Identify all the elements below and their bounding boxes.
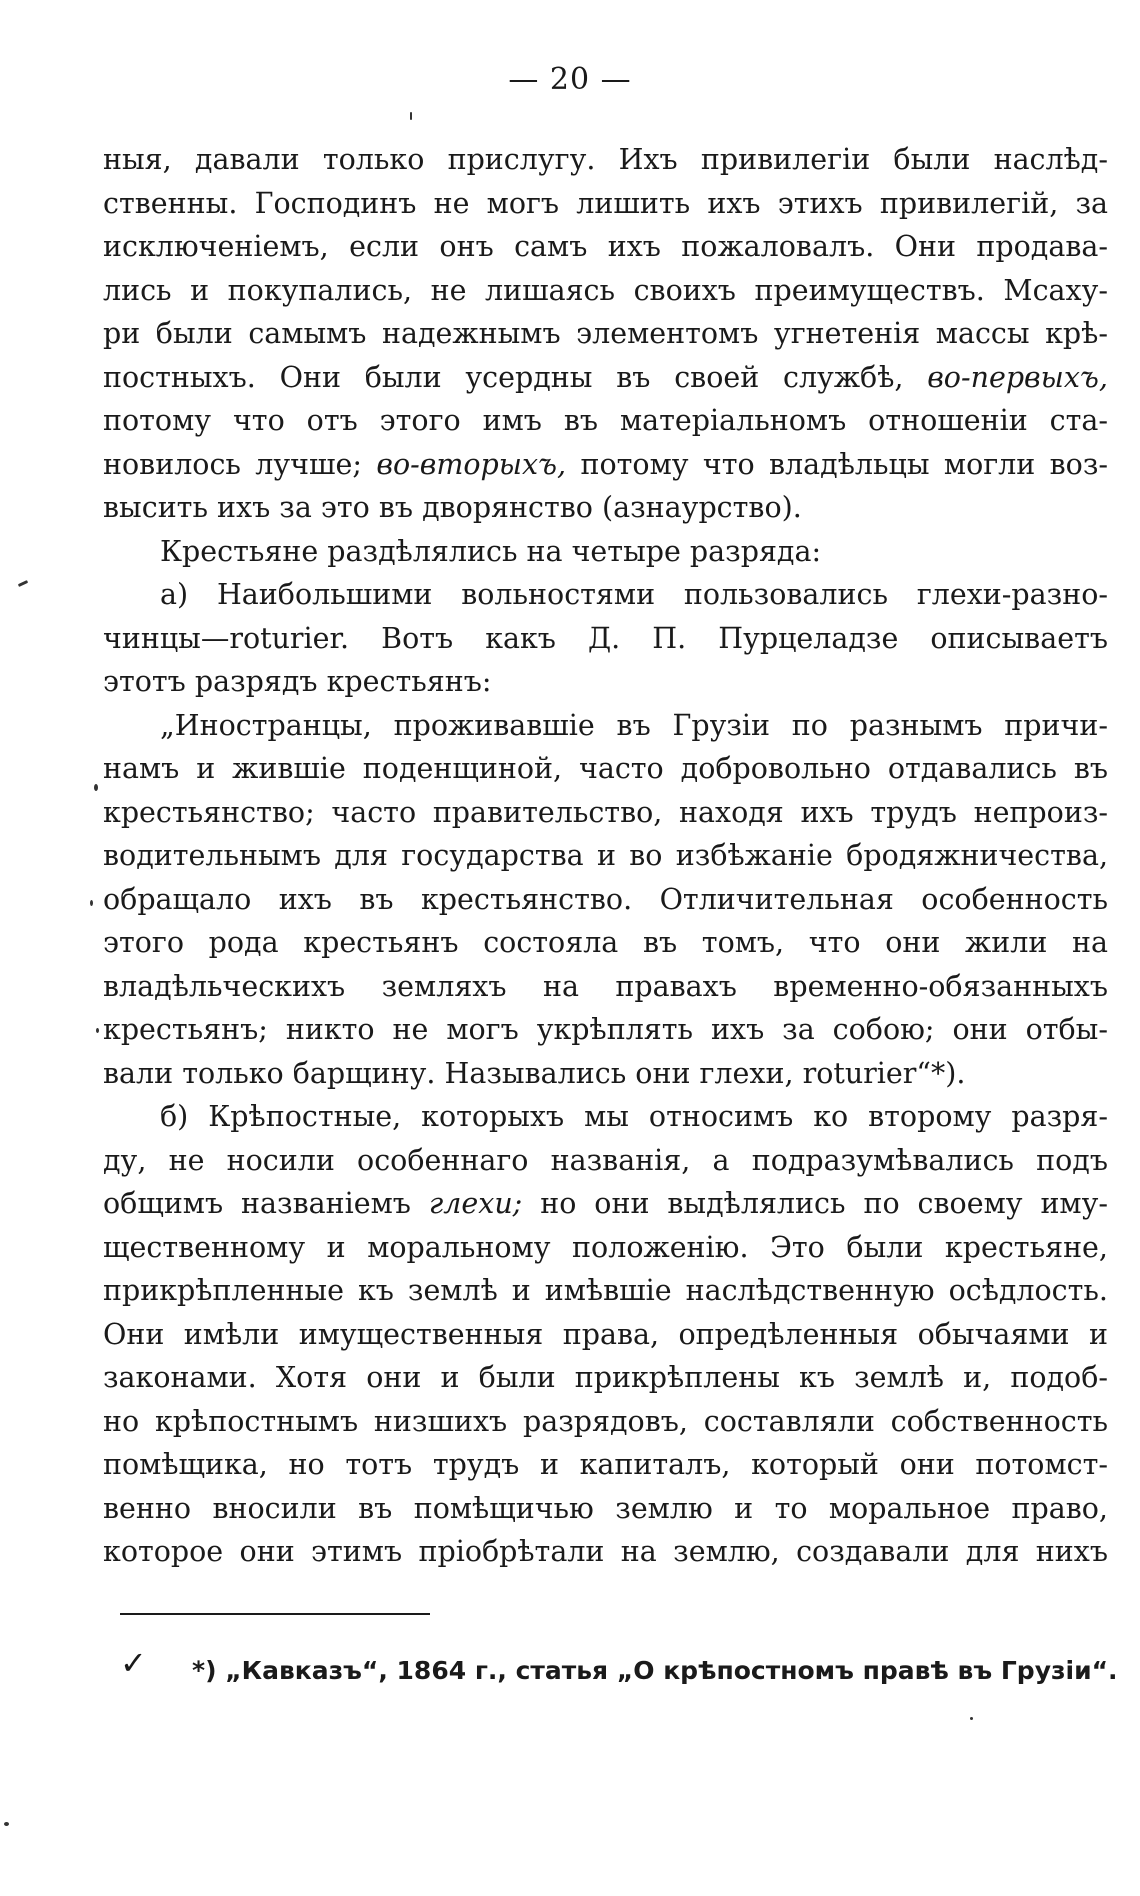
ink-speck: [410, 112, 412, 120]
text-line: щественному и моральному положенію. Это были крестьяне,: [103, 1230, 1108, 1264]
text-line: ду, не носили особеннаго названія, а подразумѣвались подъ: [103, 1143, 1108, 1177]
text-line: помѣщика, но тотъ трудъ и капиталъ, который они потомст-: [103, 1448, 1108, 1481]
text-line: Они имѣли имущественныя права, опредѣленныя обычаями и: [103, 1317, 1108, 1351]
text-line: высить ихъ за это въ дворянство (азнаурство).: [103, 491, 802, 524]
text-line: чинцы—roturier. Вотъ какъ Д. П. Пурцеладзе описываетъ: [103, 621, 1108, 655]
footnote: *) „Кавказъ“, 1864 г., статья „О крѣпостномъ правѣ въ Грузіи“.: [192, 1656, 1118, 1685]
text-line: постныхъ. Они были усердны въ своей службѣ, во-первыхъ,: [103, 360, 1108, 394]
text-line: „Иностранцы, проживавшіе въ Грузіи по разнымъ причи-: [160, 708, 1108, 742]
text-line: венно вносили въ помѣщичью землю и то моральное право,: [103, 1491, 1108, 1525]
body-text: [103, 138, 1108, 1574]
text-line: законами. Хотя они и были прикрѣплены къ землѣ и, подоб-: [103, 1361, 1108, 1394]
ink-speck: [18, 580, 28, 587]
text-line: крестьянство; часто правительство, находя ихъ трудъ непроиз-: [103, 795, 1108, 829]
text-line: а) Наибольшими вольностями пользовались глехи-разно-: [160, 578, 1108, 611]
ink-speck: [4, 1822, 9, 1826]
check-mark-icon: ✓: [120, 1644, 147, 1682]
text-line: водительнымъ для государства и во избѣжаніе бродяжничества,: [103, 839, 1108, 872]
text-line: этого рода крестьянъ состояла въ томъ, что они жили на: [103, 926, 1108, 959]
text-line: владѣльческихъ земляхъ на правахъ временно-обязанныхъ: [103, 969, 1108, 1003]
text-line: ныя, давали только прислугу. Ихъ привилегіи были наслѣд-: [103, 143, 1108, 176]
text-line: лись и покупались, не лишаясь своихъ преимуществъ. Мсаху-: [103, 273, 1108, 307]
page-number: — 20 —: [508, 62, 632, 97]
text-line: потому что отъ этого имъ въ матеріальномъ отношеніи ста-: [103, 404, 1108, 437]
text-line: исключеніемъ, если онъ самъ ихъ пожаловалъ. Они продава-: [103, 230, 1108, 263]
text-line: общимъ названіемъ глехи; но они выдѣлялись по своему иму-: [103, 1187, 1108, 1220]
text-line: намъ и жившіе поденщиной, часто добровольно отдавались въ: [103, 752, 1108, 785]
ink-speck: [96, 1028, 99, 1033]
text-line: вали только барщину. Назывались они глехи, roturier“*).: [103, 1056, 966, 1090]
text-line: крестьянъ; никто не могъ укрѣплять ихъ за собою; они отбы-: [103, 1013, 1108, 1046]
ink-speck: [90, 900, 93, 906]
text-line: новилось лучше; во-вторыхъ, потому что владѣльцы могли воз-: [103, 447, 1109, 481]
text-line: обращало ихъ въ крестьянство. Отличительная особенность: [103, 882, 1108, 916]
text-line: ри были самымъ надежнымъ элементомъ угнетенія массы крѣ-: [103, 317, 1108, 350]
text-line: этотъ разрядъ крестьянъ:: [103, 665, 492, 698]
text-line: которое они этимъ пріобрѣтали на землю, создавали для нихъ: [103, 1535, 1108, 1568]
text-line: ственны. Господинъ не могъ лишить ихъ этихъ привилегій, за: [103, 186, 1108, 220]
ink-speck: [94, 784, 98, 791]
text-line: Крестьяне раздѣлялись на четыре разряда:: [160, 534, 822, 568]
footnote-divider: [120, 1613, 430, 1615]
text-line: но крѣпостнымъ низшихъ разрядовъ, составляли собственность: [103, 1404, 1108, 1438]
text-line: прикрѣпленные къ землѣ и имѣвшіе наслѣдственную осѣдлость.: [103, 1274, 1108, 1307]
ink-speck: [970, 1717, 973, 1720]
text-line: б) Крѣпостные, которыхъ мы относимъ ко второму разря-: [160, 1100, 1108, 1133]
